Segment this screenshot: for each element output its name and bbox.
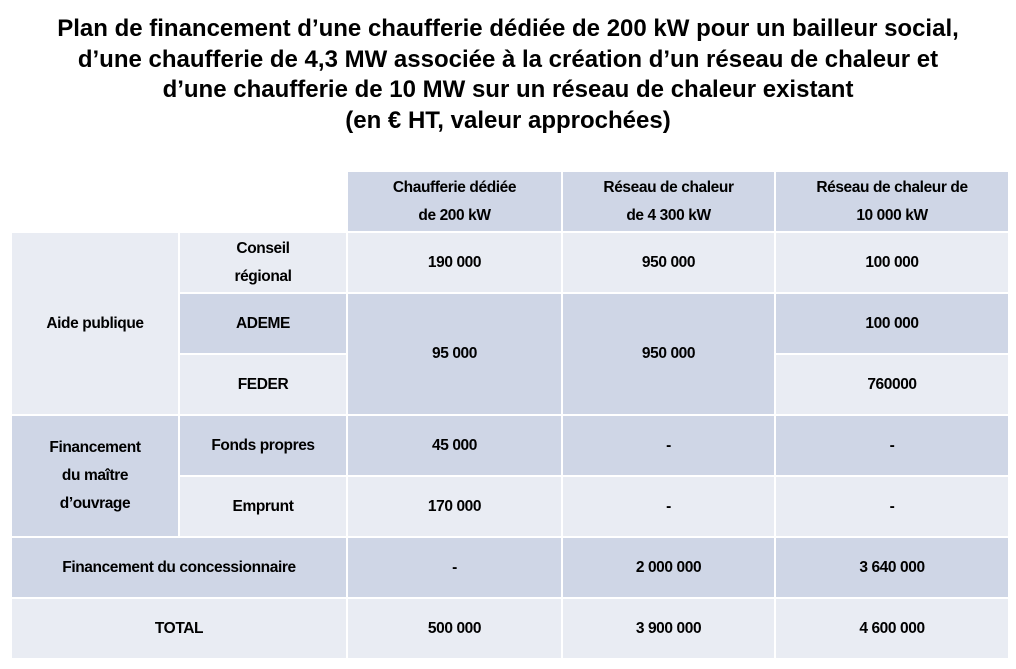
table-cell: 3 900 000 [563,599,774,658]
table-cell: - [776,477,1008,536]
header-row [12,172,1008,231]
title-line-4: (en € HT, valeur approchées) [345,106,671,134]
row-label-feder: FEDER [180,355,346,414]
table-row-fonds-propres [12,416,1008,475]
row-label-ademe: ADEME [180,294,346,353]
row-label-emprunt: Emprunt [180,477,346,536]
table-cell: 500 000 [348,599,561,658]
group-label-aide-publique: Aide publique [12,233,178,414]
row-label-fonds-propres: Fonds propres [180,416,346,475]
table-cell: - [563,416,774,475]
column-header-reseau-10000kw: Réseau de chaleur de 10 000 kW [776,172,1008,231]
table-cell-merged-reseau: 950 000 [563,294,774,414]
table-cell: 100 000 [776,294,1008,353]
title-line-1: Plan de financement d’une chaufferie dédiée de 200 kW pour un bailleur social, [57,15,959,42]
table-cell: 950 000 [563,233,774,292]
table-cell: - [348,538,561,597]
table-cell: 45 000 [348,416,561,475]
table-row-conseil-regional [12,233,1008,292]
table-cell: 2 000 000 [563,538,774,597]
title-line-3: d’une chaufferie de 10 MW sur un réseau de chaleur existant [162,76,854,103]
row-label-total: TOTAL [12,599,346,658]
slide-title [0,14,1016,136]
table-row-total [12,599,1008,658]
table-cell: 4 600 000 [776,599,1008,658]
column-header-reseau-4300kw: Réseau de chaleur de 4 300 kW [563,172,774,231]
table-cell-merged-chaufferie: 95 000 [348,294,561,414]
table-cell: 100 000 [776,233,1008,292]
table-cell: - [563,477,774,536]
column-header-chaufferie-200kw: Chaufferie dédiée de 200 kW [348,172,561,231]
row-label-concessionnaire: Financement du concessionnaire [12,538,346,597]
group-label-maitre-ouvrage: Financement du maître d’ouvrage [12,416,178,536]
table-cell: 760000 [776,355,1008,414]
header-empty-cell [12,172,346,231]
title-line-2: d’une chaufferie de 4,3 MW associée à la création d’un réseau de chaleur et [77,45,939,73]
row-label-conseil-regional: Conseil régional [180,233,346,292]
table-cell: 3 640 000 [776,538,1008,597]
table-cell: - [776,416,1008,475]
financing-table [10,170,1010,660]
table-cell: 170 000 [348,477,561,536]
table-cell: 190 000 [348,233,561,292]
table-row-concessionnaire [12,538,1008,597]
